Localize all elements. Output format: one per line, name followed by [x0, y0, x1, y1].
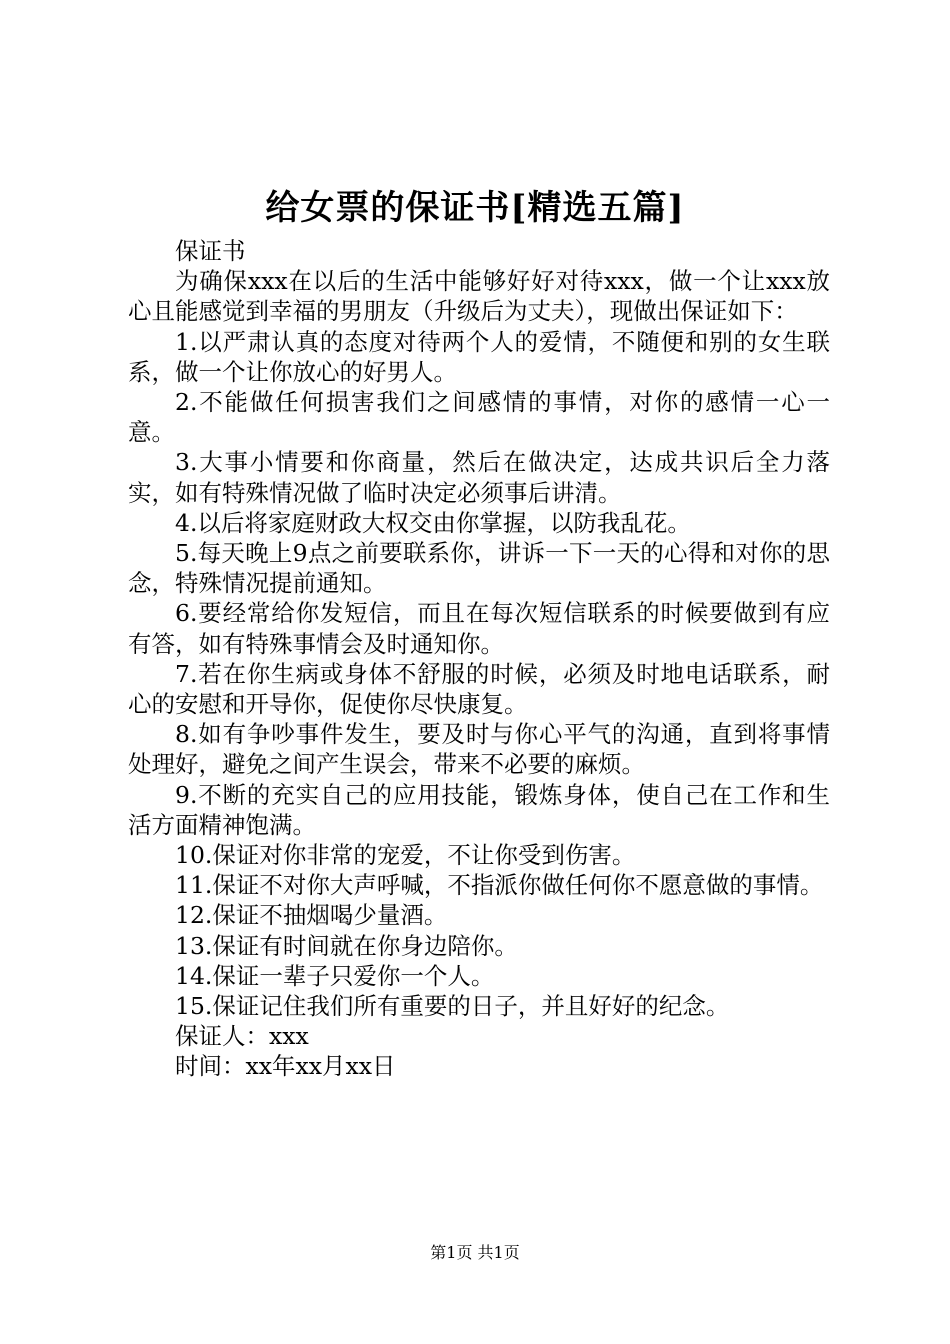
intro-paragraph: 为确保xxx在以后的生活中能够好好对待xxx，做一个让xxx放心且能感觉到幸福的男朋友（升级后为丈夫），现做出保证如下： — [128, 267, 830, 326]
pledge-item-2: 2.不能做任何损害我们之间感情的事情，对你的感情一心一意。 — [128, 388, 830, 447]
heading-line: 保证书 — [175, 237, 246, 265]
pledge-item-7: 7.若在你生病或身体不舒服的时候，必须及时地电话联系，耐心的安慰和开导你，促使你尽快康复。 — [128, 659, 830, 719]
page-number-footer: 第1页 共1页 — [430, 1243, 520, 1262]
pledge-item-13: 13.保证有时间就在你身边陪你。 — [175, 931, 518, 960]
pledge-item-8: 8.如有争吵事件发生，要及时与你心平气的沟通，直到将事情处理好，避免之间产生误会，带来不必要的麻烦。 — [128, 720, 830, 779]
pledge-item-11: 11.保证不对你大声呼喊，不指派你做任何你不愿意做的事情。 — [175, 871, 824, 900]
pledge-item-4: 4.以后将家庭财政大权交由你掌握，以防我乱花。 — [175, 508, 691, 537]
pledge-item-6: 6.要经常给你发短信，而且在每次短信联系的时候要做到有应有答，如有特殊事情会及时通知你。 — [128, 599, 830, 658]
pledge-item-3: 3.大事小情要和你商量，然后在做决定，达成共识后全力落实，如有特殊情况做了临时决定必须事后讲清。 — [128, 448, 830, 507]
pledge-item-15: 15.保证记住我们所有重要的日子，并且好好的纪念。 — [175, 992, 730, 1021]
pledge-item-10: 10.保证对你非常的宠爱，不让你受到伤害。 — [175, 841, 636, 870]
date-line: 时间：xx年xx月xx日 — [175, 1052, 396, 1081]
document-title: 给女票的保证书[精选五篇] — [265, 188, 685, 228]
pledge-item-12: 12.保证不抽烟喝少量酒。 — [175, 901, 448, 930]
pledge-item-5: 5.每天晚上9点之前要联系你，讲诉一下一天的心得和对你的思念，特殊情况提前通知。 — [128, 539, 830, 598]
pledge-item-14: 14.保证一辈子只爱你一个人。 — [175, 961, 495, 990]
pledge-item-9: 9.不断的充实自己的应用技能，锻炼身体，使自己在工作和生活方面精神饱满。 — [128, 780, 830, 839]
signer-line: 保证人：xxx — [175, 1022, 309, 1051]
document-body — [128, 236, 830, 1082]
pledge-item-1: 1.以严肃认真的态度对待两个人的爱情，不随便和别的女生联系，做一个让你放心的好男人。 — [128, 327, 830, 386]
